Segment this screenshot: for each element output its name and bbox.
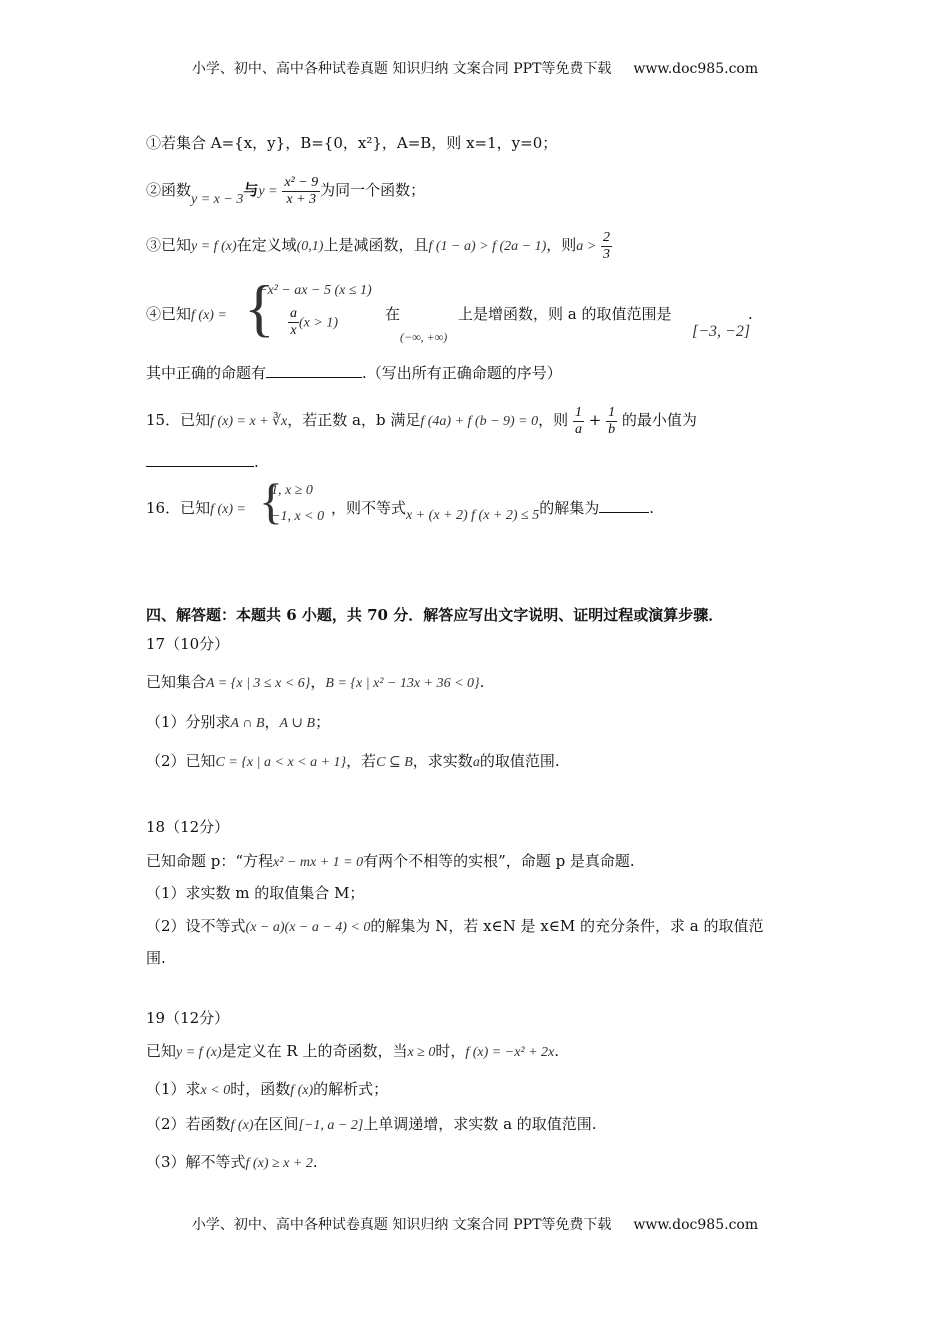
- q19-part-3: （3）解不等式f (x) ≥ x + 2.: [146, 1153, 318, 1171]
- q17-part-2: （2）已知C = {x | a < x < a + 1}，若C ⊆ B，求实数a的取值范围.: [146, 752, 560, 770]
- q19-part-1: （1）求x < 0时，函数f (x)的解析式；: [146, 1080, 389, 1098]
- q14-prompt: 其中正确的命题有 .（写出所有正确命题的序号）: [146, 364, 562, 382]
- q14-statement-2: ②函数y = x − 3与y = $\frac{\text{x² − 9}}{x + 3}$ 为同一个函数；: [146, 174, 426, 207]
- q14-statement-1: ①若集合 A={x，y}，B={0，x²}，A=B，则 x=1，y=0；: [146, 134, 558, 152]
- q19-head: 19（12分）: [146, 1009, 230, 1027]
- footer-url: www.doc985.com: [633, 1217, 759, 1233]
- q15-answer-line: .: [146, 452, 259, 472]
- page-header: [0, 58, 950, 78]
- q19-given: 已知y = f (x)是定义在 R 上的奇函数，当x ≥ 0时，f (x) = −x² + 2x.: [146, 1042, 560, 1060]
- fraction: $\frac{1}{a}$: [574, 404, 582, 437]
- fraction: $\frac{1}{b}$: [608, 404, 616, 437]
- q18-given: 已知命题 p：“方程x² − mx + 1 = 0有两个不相等的实根”，命题 p 是真命题.: [146, 852, 635, 870]
- q19-part-2: （2）若函数f (x)在区间[−1, a − 2]上单调递增，求实数 a 的取值范围.: [146, 1115, 597, 1133]
- answer-blank[interactable]: [146, 452, 254, 467]
- fraction: $\frac{\text{x² − 9}}{x + 3}$: [284, 174, 319, 207]
- q17-head: 17（10分）: [146, 635, 230, 653]
- math-expr: y = x − 3: [191, 192, 244, 207]
- q14-statement-3: ③已知y = f (x)在定义域(0,1)上是减函数，且f (1 − a) > f (2a − 1)，则a > $\frac{2}{3}$: [146, 229, 610, 262]
- q18-part-2: （2）设不等式(x − a)(x − a − 4) < 0的解集为 N，若 x∈N 是 x∈M 的充分条件，求 a 的取值范: [146, 917, 764, 935]
- footer-text: 小学、初中、高中各种试卷真题 知识归纳 文案合同 PPT等免费下载: [191, 1217, 612, 1233]
- answer-blank[interactable]: [599, 498, 649, 513]
- q18-head: 18（12分）: [146, 818, 230, 836]
- piecewise-brace: {: [259, 473, 283, 529]
- page-footer: [0, 1214, 950, 1234]
- question-15: 15．已知f (x) = x + ∛x，若正数 a，b 满足f (4a) + f (b − 9) = 0，则 $\frac{1}{a}$ + $\frac{1}{b}$ 的最小值为: [146, 404, 697, 437]
- header-text: 小学、初中、高中各种试卷真题 知识归纳 文案合同 PPT等免费下载: [191, 61, 612, 77]
- piecewise-brace: {: [244, 272, 275, 343]
- q17-given: 已知集合A = {x | 3 ≤ x < 6}，B = {x | x² − 13x + 36 < 0}.: [146, 673, 485, 691]
- section-heading: 四、解答题：本题共 6 小题，共 70 分．解答应写出文字说明、证明过程或演算步骤．: [146, 606, 724, 624]
- q18-part-2-cont: 围.: [146, 949, 166, 967]
- q17-part-1: （1）分别求A ∩ B，A ∪ B；: [146, 713, 331, 731]
- fraction: $\frac{a}{x}$: [290, 306, 297, 338]
- header-url: www.doc985.com: [633, 61, 759, 77]
- fraction: $\frac{2}{3}$: [603, 229, 610, 262]
- answer-blank[interactable]: [266, 363, 362, 378]
- q18-part-1: （1）求实数 m 的取值集合 M；: [146, 884, 365, 902]
